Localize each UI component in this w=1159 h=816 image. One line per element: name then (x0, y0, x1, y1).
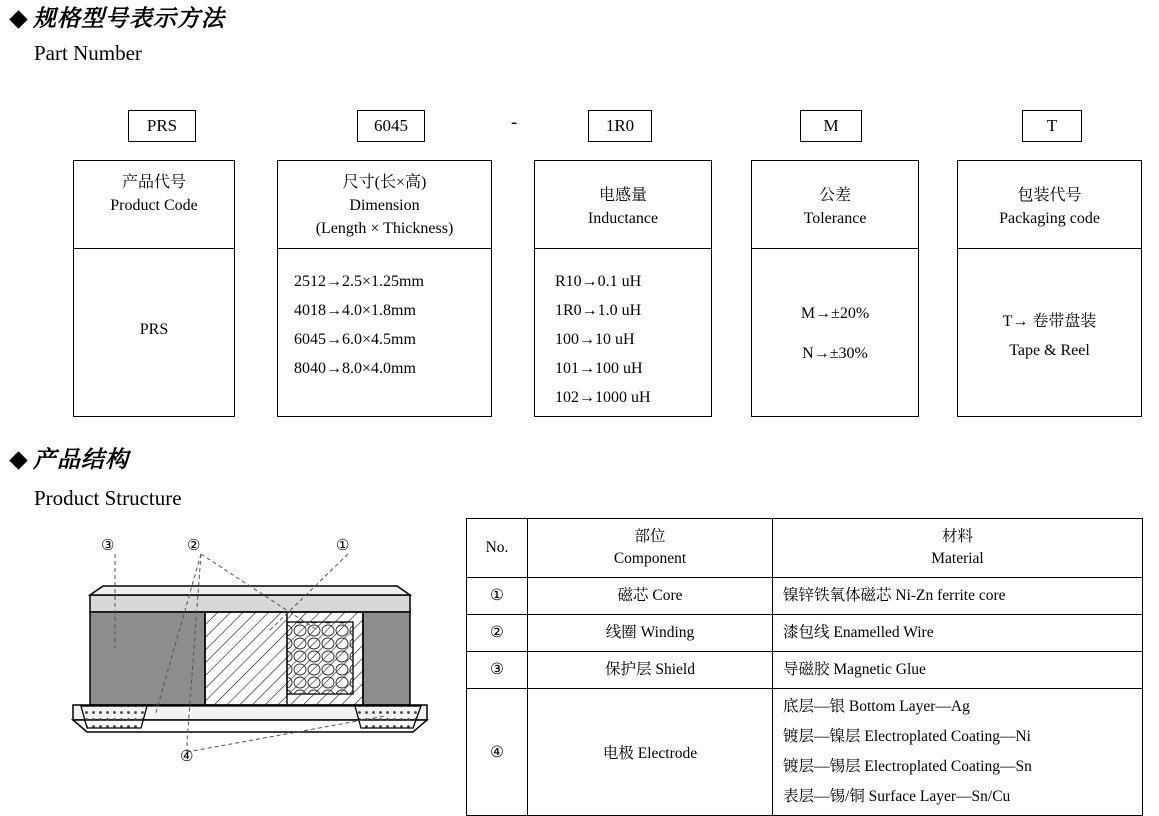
row-component: 线圈 Winding (528, 615, 773, 652)
callout-1: ① (336, 538, 350, 554)
column-packaging-header (958, 161, 1141, 249)
column-inductance-body (535, 249, 711, 420)
column-dimension (277, 160, 492, 417)
row-component: 保护层 Shield (528, 652, 773, 689)
column-tolerance-header-en: Tolerance (803, 210, 867, 227)
code-box-packaging: T (1022, 110, 1082, 142)
header-material-cn: 材料 (941, 528, 973, 545)
cross-section-diagram (55, 520, 455, 790)
row-no: ② (467, 615, 528, 652)
table-header-row (467, 519, 1143, 578)
row-no: ③ (467, 652, 528, 689)
tolerance-option-1: M→±20% (800, 305, 870, 322)
column-inductance-header (535, 161, 711, 249)
material-line-4: 表层—锡/铜 Surface Layer—Sn/Cu (783, 788, 1011, 805)
inductance-option-1: R10→0.1 uH (555, 273, 642, 290)
packaging-option-1: T→ 卷带盘装 (1002, 313, 1097, 330)
column-product-code (73, 160, 235, 417)
dimension-option-4: 8040→8.0×4.0mm (294, 360, 416, 377)
callout-3: ③ (101, 538, 115, 554)
column-dimension-header (278, 161, 491, 249)
column-packaging (957, 160, 1142, 417)
table-row (467, 689, 1143, 816)
row-material (773, 689, 1143, 816)
material-line-1: 底层—银 Bottom Layer—Ag (783, 698, 970, 715)
product-structure-table (466, 518, 1143, 816)
header-component (528, 519, 773, 578)
inductance-option-2: 1R0→1.0 uH (555, 302, 642, 319)
part-number-heading (12, 6, 225, 32)
table-row (467, 615, 1143, 652)
row-material: 导磁胶 Magnetic Glue (773, 652, 1143, 689)
header-component-cn: 部位 (634, 528, 666, 545)
header-material (773, 519, 1143, 578)
column-packaging-header-en: Packaging code (999, 210, 1100, 227)
part-number-heading-cn: 规格型号表示方法 (33, 6, 225, 31)
header-component-en: Component (613, 550, 687, 567)
material-line-3: 镀层—锡层 Electroplated Coating—Sn (783, 758, 1032, 775)
column-dimension-header-en: Dimension (349, 197, 420, 214)
column-dimension-body (278, 249, 491, 391)
product-code-value: PRS (139, 321, 169, 338)
code-box-inductance: 1R0 (588, 110, 652, 142)
tolerance-option-2: N→±30% (802, 345, 868, 362)
column-dimension-header-cn: 尺寸(长×高) (342, 174, 427, 191)
column-tolerance-header (752, 161, 918, 249)
column-tolerance (751, 160, 919, 417)
product-structure-heading (12, 447, 129, 473)
callout-2: ② (187, 538, 201, 554)
diamond-bullet-icon-2 (9, 451, 27, 469)
inductance-option-5: 102→1000 uH (555, 389, 651, 406)
code-box-dimension: 6045 (357, 110, 425, 142)
row-no: ④ (467, 689, 528, 816)
dimension-option-3: 6045→6.0×4.5mm (294, 331, 416, 348)
dimension-option-1: 2512→2.5×1.25mm (294, 273, 424, 290)
column-product-code-header-cn: 产品代号 (121, 174, 186, 191)
column-packaging-body (958, 249, 1141, 373)
column-tolerance-header-cn: 公差 (818, 187, 851, 204)
column-product-code-header-en: Product Code (110, 197, 198, 214)
product-structure-heading-en: Product Structure (34, 486, 182, 510)
diamond-bullet-icon (9, 10, 27, 28)
material-line-2: 镀层—镍层 Electroplated Coating—Ni (783, 728, 1031, 745)
column-inductance-header-en: Inductance (587, 210, 659, 227)
product-structure-heading-cn: 产品结构 (33, 447, 129, 472)
dimension-option-2: 4018→4.0×1.8mm (294, 302, 416, 319)
column-inductance-header-cn: 电感量 (598, 187, 647, 204)
column-dimension-header-extra: (Length × Thickness) (315, 220, 454, 237)
row-material: 漆包线 Enamelled Wire (773, 615, 1143, 652)
row-component: 磁芯 Core (528, 578, 773, 615)
row-material: 镍锌铁氧体磁芯 Ni-Zn ferrite core (773, 578, 1143, 615)
packaging-option-2: Tape & Reel (1009, 342, 1090, 359)
column-tolerance-body (752, 249, 918, 382)
row-no: ① (467, 578, 528, 615)
column-product-code-body (74, 249, 234, 350)
product-structure-drawing (55, 520, 455, 795)
header-material-en: Material (931, 550, 984, 567)
row-component: 电极 Electrode (528, 689, 773, 816)
table-row (467, 578, 1143, 615)
inductance-option-4: 101→100 uH (555, 360, 643, 377)
code-box-tolerance: M (800, 110, 862, 142)
callout-4: ④ (180, 749, 194, 765)
inductance-option-3: 100→10 uH (555, 331, 635, 348)
header-no: No. (467, 519, 528, 578)
part-number-heading-en: Part Number (34, 41, 142, 65)
column-inductance (534, 160, 712, 417)
code-box-product: PRS (128, 110, 196, 142)
code-separator-dash: - (511, 112, 518, 133)
table-row (467, 652, 1143, 689)
column-product-code-header (74, 161, 234, 249)
column-packaging-header-cn: 包装代号 (1017, 187, 1082, 204)
